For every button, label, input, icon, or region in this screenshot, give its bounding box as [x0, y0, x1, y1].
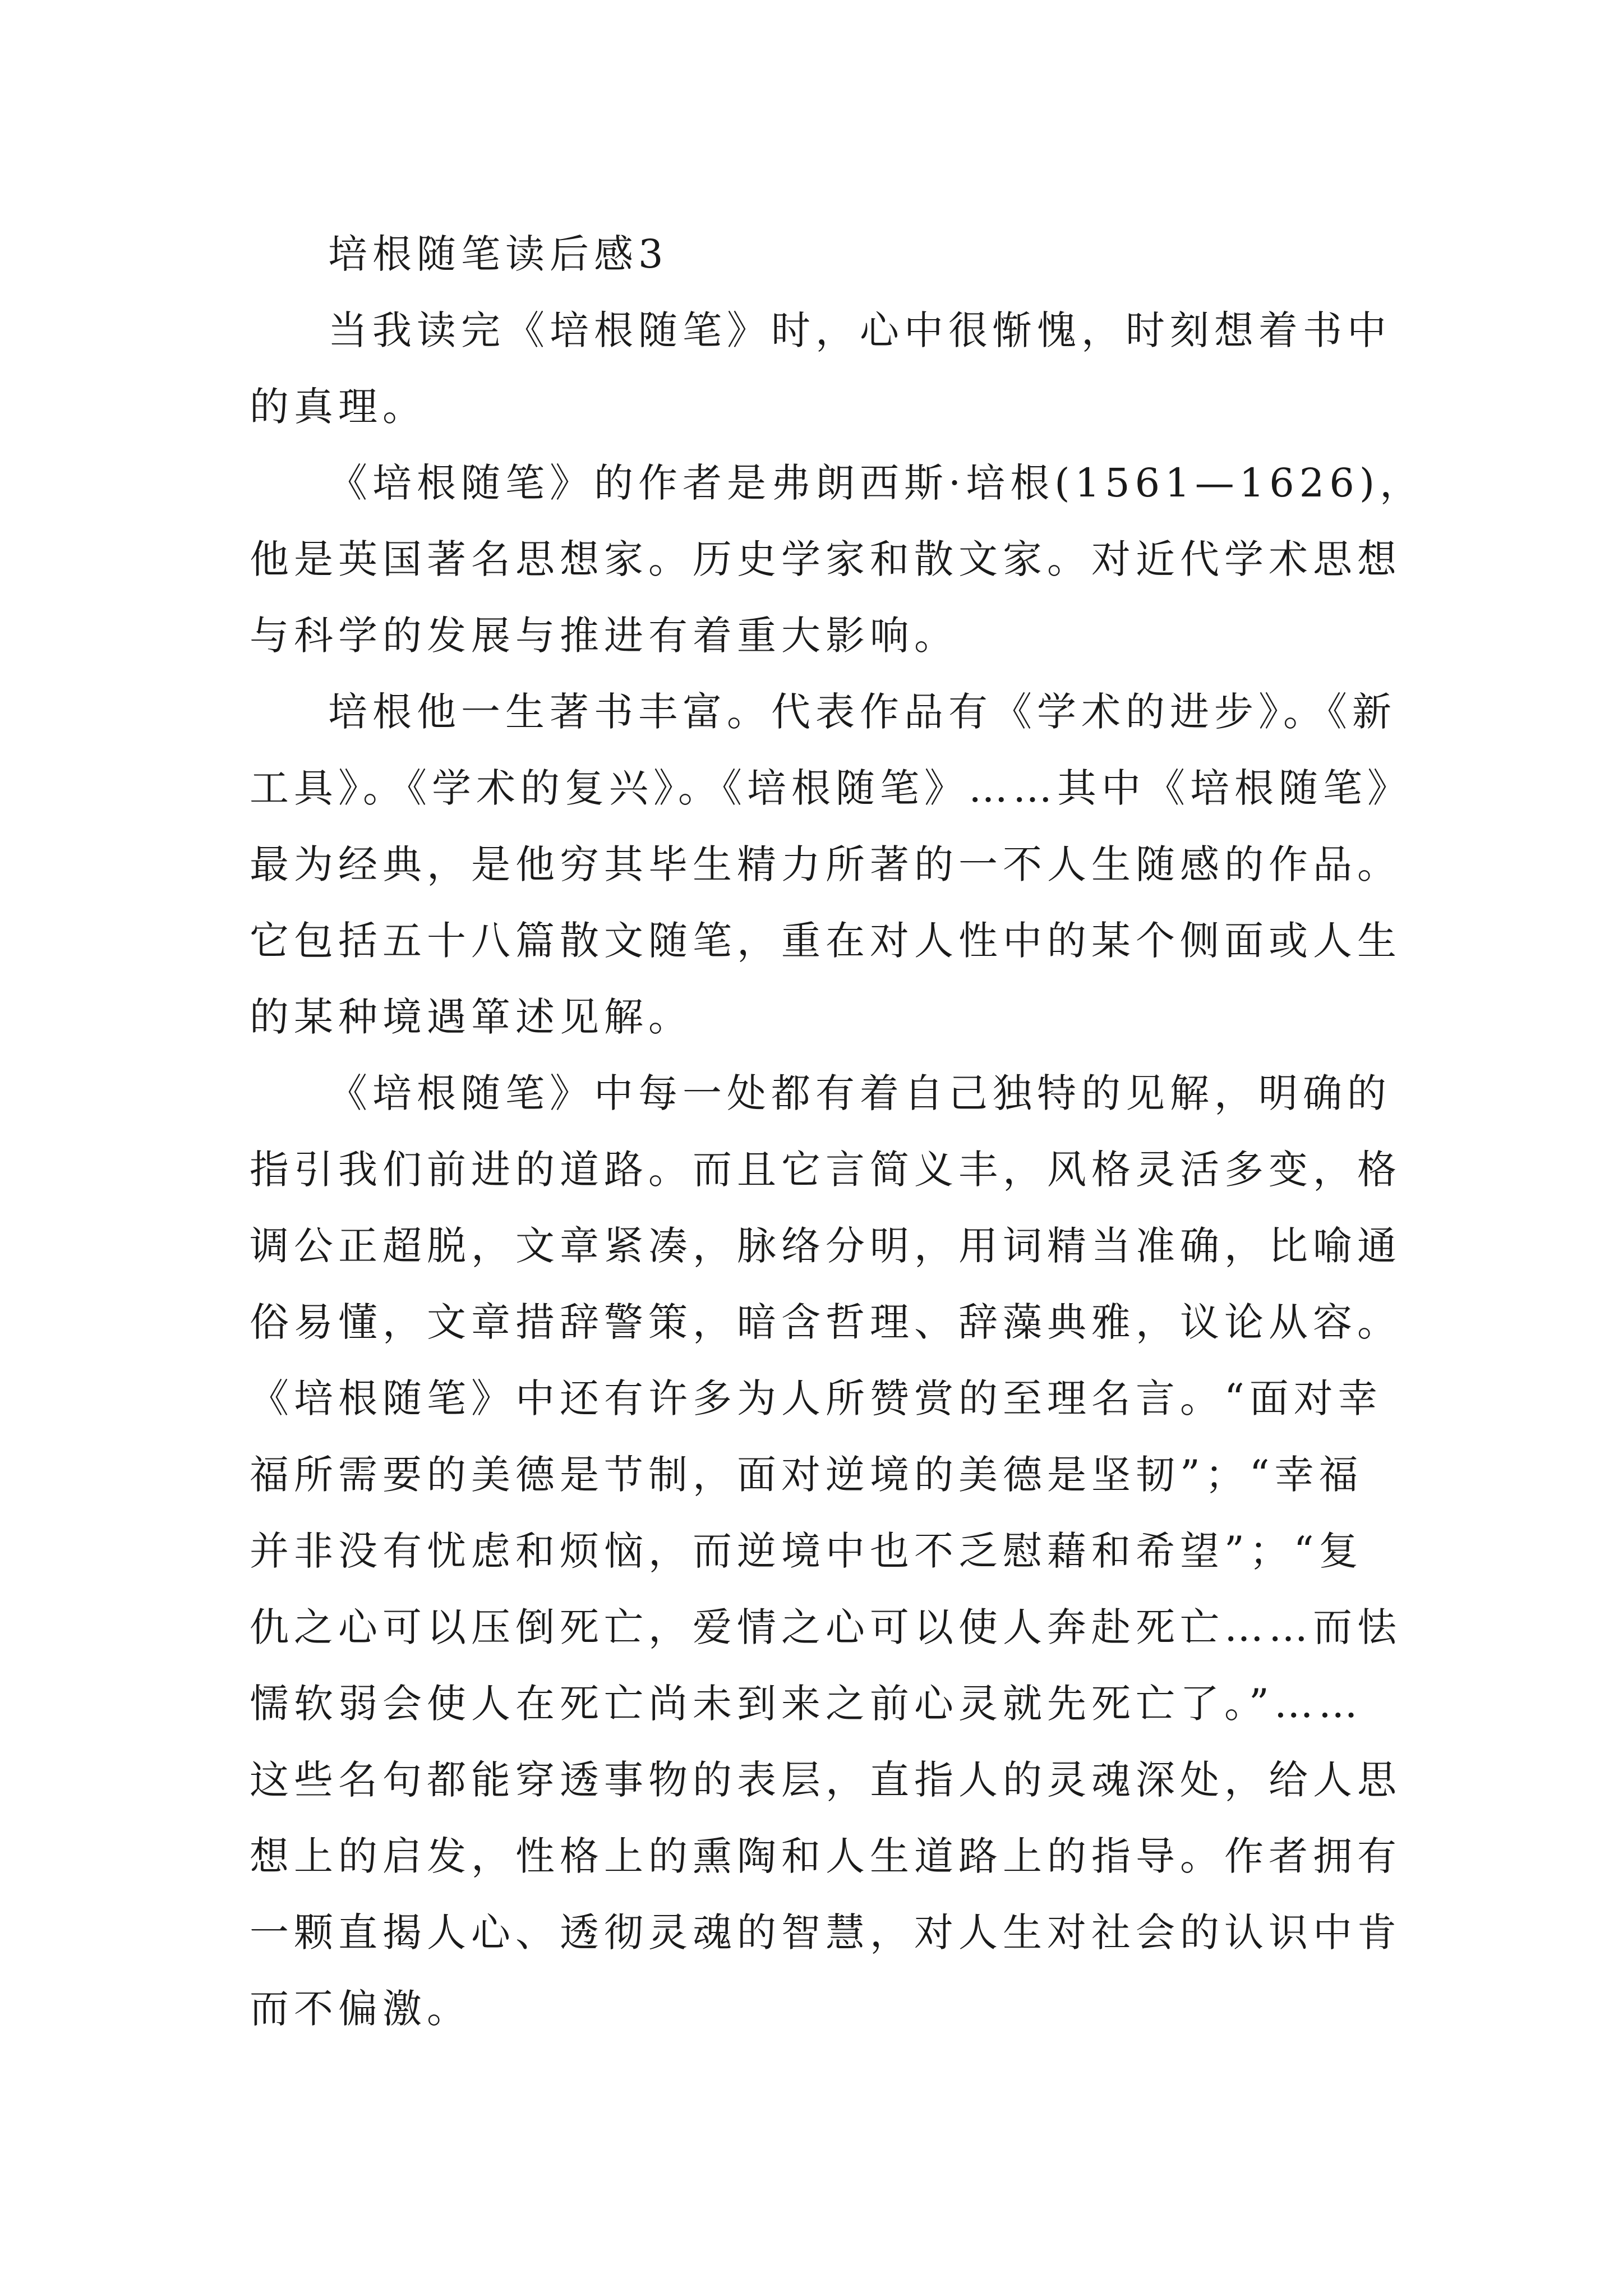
title-text: 培根随笔读后感3 — [328, 231, 668, 277]
document-title — [250, 216, 1377, 292]
paragraph-line: 这些名句都能穿透事物的表层，直指人的灵魂深处，给人思 — [250, 1757, 1401, 1803]
paragraph-4 — [250, 1055, 1401, 2047]
paragraph-line: 最为经典，是他穷其毕生精力所著的一不人生随感的作品。 — [250, 841, 1401, 887]
paragraph-line: 调公正超脱，文章紧凑，脉络分明，用词精当准确，比喻通 — [250, 1223, 1401, 1269]
paragraph-3 — [250, 674, 1412, 1055]
paragraph-line: 并非没有忧虑和烦恼，而逆境中也不乏慰藉和希望”；“复 — [250, 1528, 1363, 1574]
paragraph-line: 它包括五十八篇散文随笔，重在对人性中的某个侧面或人生 — [250, 918, 1401, 964]
paragraph-line: 懦软弱会使人在死亡尚未到来之前心灵就先死亡了。”…… — [250, 1681, 1363, 1727]
paragraph-2 — [250, 445, 1424, 674]
paragraph-line: 想上的启发，性格上的熏陶和人生道路上的指导。作者拥有 — [250, 1833, 1401, 1879]
paragraph-line: 工具》。《学术的复兴》。《培根随笔》……其中《培根随笔》 — [250, 765, 1412, 811]
paragraph-line: 一颗直揭人心、透彻灵魂的智慧，对人生对社会的认识中肯 — [250, 1910, 1401, 1955]
paragraph-line: 福所需要的美德是节制，面对逆境的美德是坚韧”；“幸福 — [250, 1452, 1363, 1498]
paragraph-line: 俗易懂，文章措辞警策，暗含哲理、辞藻典雅，议论从容。 — [250, 1299, 1401, 1345]
paragraph-line: 《培根随笔》的作者是弗朗西斯·培根(1561—1626)， — [328, 460, 1424, 506]
paragraph-1 — [250, 292, 1391, 445]
paragraph-line: 培根他一生著书丰富。代表作品有《学术的进步》。《新 — [328, 689, 1396, 735]
paragraph-line: 他是英国著名思想家。历史学家和散文家。对近代学术思想 — [250, 536, 1401, 582]
document-body — [250, 216, 1424, 2047]
paragraph-line: 当我读完《培根随笔》时，心中很惭愧，时刻想着书中 — [328, 307, 1391, 353]
paragraph-line: 的某种境遇箪述见解。 — [250, 994, 693, 1040]
paragraph-line: 与科学的发展与推进有着重大影响。 — [250, 613, 958, 659]
paragraph-line: 《培根随笔》中还有许多为人所赞赏的至理名言。“面对幸 — [250, 1375, 1382, 1421]
paragraph-line: 的真理。 — [250, 384, 427, 430]
paragraph-line: 仇之心可以压倒死亡，爱情之心可以使人奔赴死亡……而怯 — [250, 1604, 1401, 1650]
paragraph-line: 《培根随笔》中每一处都有着自己独特的见解，明确的 — [328, 1070, 1391, 1116]
paragraph-line: 而不偏激。 — [250, 1986, 471, 2032]
paragraph-line: 指引我们前进的道路。而且它言简义丰，风格灵活多变，格 — [250, 1147, 1401, 1193]
